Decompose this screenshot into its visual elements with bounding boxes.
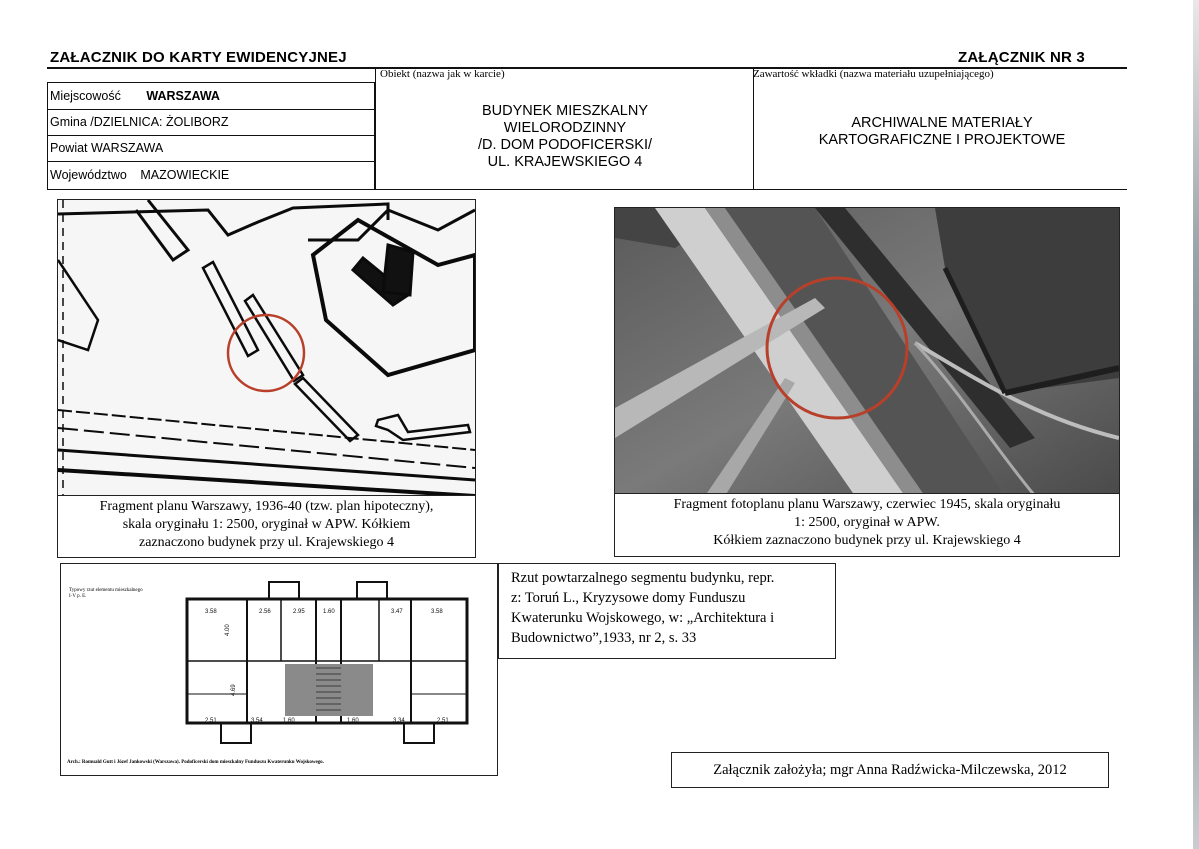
dim-bottom: 2.51 xyxy=(437,718,449,724)
dim-bottom: 3.54 xyxy=(251,718,263,724)
wojewodztwo-row xyxy=(50,168,229,182)
object-name xyxy=(378,103,752,171)
powiat-row: Powiat WARSZAWA xyxy=(50,141,164,155)
floorplan-note-line: I·V p. E. xyxy=(69,594,87,599)
object-line: WIELORODZINNY xyxy=(503,120,627,136)
object-line: BUDYNEK MIESZKALNY xyxy=(482,103,648,119)
caption-line: z: Toruń L., Kryzysowe domy Funduszu xyxy=(511,590,746,606)
gmina-row: Gmina /DZIELNICA: ŻOLIBORZ xyxy=(50,115,229,129)
city-value: WARSZAWA xyxy=(146,89,220,103)
caption-line: zaznaczono budynek przy ul. Krajewskiego 4 xyxy=(138,535,394,550)
wojewodztwo-value: MAZOWIECKIE xyxy=(140,168,230,182)
dim-top: 3.47 xyxy=(391,609,403,615)
caption-line: Kwaterunku Wojskowego, w: „Architektura i xyxy=(511,610,775,626)
annex-number: ZAŁĄCZNIK NR 3 xyxy=(958,49,1085,66)
dim-top: 3.58 xyxy=(431,609,443,615)
dim-bottom: 1.60 xyxy=(347,718,359,724)
contents-label: Zawartość wkładki (nazwa materiału uzupełniającego) xyxy=(753,68,994,80)
header-divider-2 xyxy=(753,67,754,189)
aerial-photo-caption xyxy=(614,493,1120,557)
floorplan-panel xyxy=(60,563,498,776)
floorplan-footer: Arch.: Romuald Gutt i Józef Jankowski (Warszawa). Podoficerski dom mieszkalny Funduszu Kwaterunku Wojskowego. xyxy=(67,760,324,765)
contents-line: KARTOGRAFICZNE I PROJEKTOWE xyxy=(818,132,1066,148)
dim-top: 1.60 xyxy=(323,609,335,615)
floorplan-drawing xyxy=(61,564,497,775)
dim-side: 4.00 xyxy=(225,624,231,636)
caption-line: Fragment fotoplanu planu Warszawy, czerwiec 1945, skala oryginału xyxy=(673,497,1061,512)
contents-name xyxy=(756,115,1128,149)
caption-line: Rzut powtarzalnego segmentu budynku, repr. xyxy=(511,570,775,586)
annex-title: ZAŁACZNIK DO KARTY EWIDENCYJNEJ xyxy=(50,49,347,66)
contents-line: ARCHIWALNE MATERIAŁY xyxy=(851,115,1033,131)
dim-side: 4.69 xyxy=(231,684,237,696)
caption-line: skala oryginału 1: 2500, oryginał w APW. Kółkiem xyxy=(122,517,411,532)
caption-line: Budownictwo”,1933, nr 2, s. 33 xyxy=(511,630,697,646)
wojewodztwo-label: Województwo xyxy=(50,168,127,182)
caption-line: Fragment planu Warszawy, 1936-40 (tzw. plan hipoteczny), xyxy=(99,499,434,514)
object-line: UL. KRAJEWSKIEGO 4 xyxy=(487,154,643,170)
hypothec-map xyxy=(57,199,476,499)
object-label: Obiekt (nazwa jak w karcie) xyxy=(380,68,505,80)
dim-bottom: 1.60 xyxy=(283,718,295,724)
floorplan-note-line: Typowy rzut elementu mieszkalnego xyxy=(69,588,143,593)
floorplan-caption xyxy=(498,563,836,659)
header-divider-1 xyxy=(375,67,376,189)
city-row xyxy=(50,89,220,103)
author-credit: Załącznik założyła; mgr Anna Radźwicka-Milczewska, 2012 xyxy=(671,752,1109,788)
caption-line: 1: 2500, oryginał w APW. xyxy=(794,515,940,530)
hypothec-map-drawing xyxy=(58,200,475,498)
object-line: /D. DOM PODOFICERSKI/ xyxy=(477,137,652,153)
dim-top: 2.95 xyxy=(293,609,305,615)
scan-edge xyxy=(1193,0,1199,849)
city-label: Miejscowość xyxy=(50,89,121,103)
aerial-photo-drawing xyxy=(615,208,1119,496)
aerial-photo xyxy=(614,207,1120,497)
hypothec-map-caption xyxy=(57,495,476,558)
dim-top: 3.58 xyxy=(205,609,217,615)
dim-bottom: 2.51 xyxy=(205,718,217,724)
dim-bottom: 3.34 xyxy=(393,718,405,724)
caption-line: Kółkiem zaznaczono budynek przy ul. Krajewskiego 4 xyxy=(713,533,1021,548)
dim-top: 2.56 xyxy=(259,609,271,615)
